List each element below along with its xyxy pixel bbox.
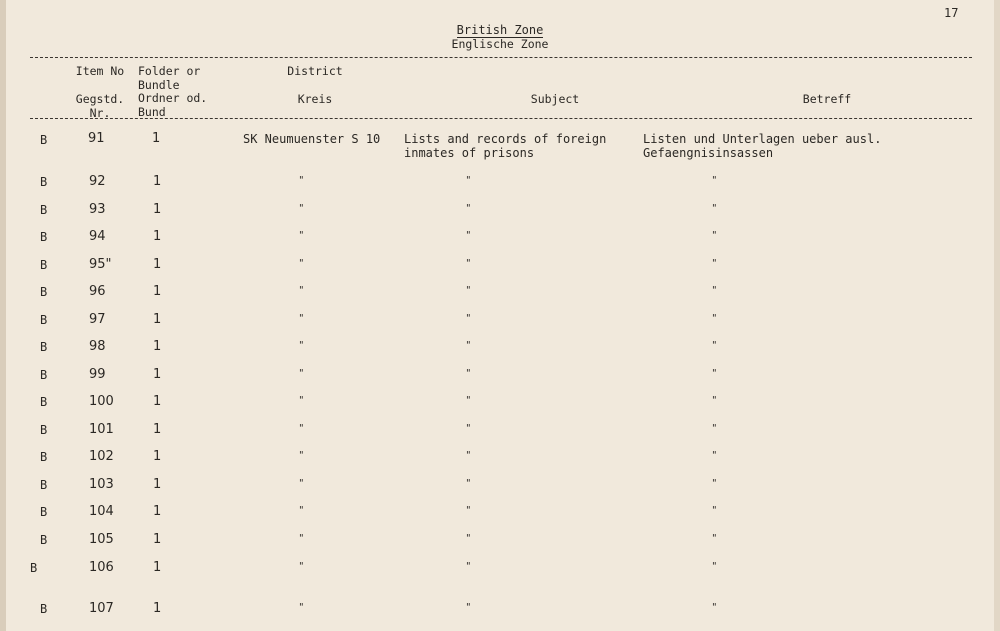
row-item-no: 99 <box>89 367 106 382</box>
row-folder: 1 <box>153 422 162 437</box>
row-district-ditto: " <box>299 175 304 186</box>
row-district-ditto: " <box>299 602 304 613</box>
row-district-ditto: " <box>299 561 304 572</box>
row-item-no: 105 <box>89 532 114 547</box>
row-subject-ditto: " <box>466 602 471 613</box>
header-item-no-de: Gegstd. Nr. <box>75 92 125 120</box>
row-district-ditto: " <box>299 313 304 324</box>
row-subject-ditto: " <box>466 423 471 434</box>
row-betreff-ditto: " <box>712 602 717 613</box>
row-91-betreff: Listen und Unterlagen ueber ausl. Gefaengnisinsassen <box>643 132 882 160</box>
header-rule-bottom <box>30 118 972 119</box>
row-subject-ditto: " <box>466 505 471 516</box>
row-betreff-ditto: " <box>712 395 717 406</box>
row-folder: 1 <box>153 532 162 547</box>
row-prefix: B <box>40 505 48 519</box>
row-district-ditto: " <box>299 533 304 544</box>
row-prefix: B <box>30 561 38 575</box>
row-prefix: B <box>40 602 48 616</box>
row-betreff-ditto: " <box>712 258 717 269</box>
row-folder: 1 <box>153 449 162 464</box>
row-subject-ditto: " <box>466 313 471 324</box>
page-title <box>0 23 1000 37</box>
row-subject-ditto: " <box>466 478 471 489</box>
row-betreff-ditto: " <box>712 423 717 434</box>
row-folder: 1 <box>153 257 162 272</box>
row-district-ditto: " <box>299 505 304 516</box>
row-district-ditto: " <box>299 450 304 461</box>
page-title-text: British Zone <box>456 23 544 37</box>
row-prefix: B <box>40 203 48 217</box>
row-district-ditto: " <box>299 258 304 269</box>
row-prefix: B <box>40 395 48 409</box>
row-subject-ditto: " <box>466 340 471 351</box>
row-91-item: 91 <box>88 131 105 146</box>
row-item-no: 92 <box>89 174 106 189</box>
row-prefix: B <box>40 285 48 299</box>
row-folder: 1 <box>153 284 162 299</box>
row-district-ditto: " <box>299 368 304 379</box>
row-91-subject: Lists and records of foreign inmates of prisons <box>404 132 607 160</box>
row-prefix: B <box>40 478 48 492</box>
row-folder: 1 <box>153 229 162 244</box>
row-subject-ditto: " <box>466 561 471 572</box>
row-folder: 1 <box>153 560 162 575</box>
row-folder: 1 <box>153 367 162 382</box>
row-betreff-ditto: " <box>712 533 717 544</box>
row-subject-ditto: " <box>466 533 471 544</box>
row-subject-ditto: " <box>466 175 471 186</box>
row-91-folder: 1 <box>152 131 161 146</box>
header-betreff: Betreff <box>802 92 852 106</box>
row-betreff-ditto: " <box>712 368 717 379</box>
row-prefix: B <box>40 258 48 272</box>
row-betreff-ditto: " <box>712 313 717 324</box>
row-91-district: SK Neumuenster S 10 <box>243 132 381 146</box>
row-prefix: B <box>40 175 48 189</box>
row-prefix: B <box>40 340 48 354</box>
row-prefix: B <box>40 423 48 437</box>
row-betreff-ditto: " <box>712 340 717 351</box>
header-district-de: Kreis <box>297 92 333 106</box>
row-item-no: 107 <box>89 601 114 616</box>
row-district-ditto: " <box>299 340 304 351</box>
row-prefix: B <box>40 230 48 244</box>
row-betreff-ditto: " <box>712 203 717 214</box>
row-district-ditto: " <box>299 478 304 489</box>
header-rule-top <box>30 57 972 58</box>
row-district-ditto: " <box>299 285 304 296</box>
row-folder: 1 <box>153 504 162 519</box>
row-subject-ditto: " <box>466 368 471 379</box>
row-item-no: 102 <box>89 449 114 464</box>
row-item-no: 106 <box>89 560 114 575</box>
row-folder: 1 <box>153 202 162 217</box>
row-folder: 1 <box>153 312 162 327</box>
page-edge-right <box>994 0 1000 631</box>
row-item-no: 93 <box>89 202 106 217</box>
row-folder: 1 <box>153 394 162 409</box>
row-91-prefix: B <box>40 133 48 147</box>
row-prefix: B <box>40 368 48 382</box>
header-folder: Folder or Bundle Ordner od. Bund <box>138 64 208 119</box>
row-item-no: 101 <box>89 422 114 437</box>
row-subject-ditto: " <box>466 230 471 241</box>
row-betreff-ditto: " <box>712 505 717 516</box>
row-item-no: 100 <box>89 394 114 409</box>
page-number: 17 <box>944 6 959 20</box>
page-subtitle: Englische Zone <box>451 37 549 51</box>
row-item-no: 94 <box>89 229 106 244</box>
row-item-no: 98 <box>89 339 106 354</box>
row-district-ditto: " <box>299 203 304 214</box>
header-subject: Subject <box>530 92 580 106</box>
row-district-ditto: " <box>299 230 304 241</box>
row-subject-ditto: " <box>466 285 471 296</box>
row-item-no: 96 <box>89 284 106 299</box>
row-item-no: 95" <box>89 257 112 272</box>
row-folder: 1 <box>153 601 162 616</box>
row-betreff-ditto: " <box>712 478 717 489</box>
row-district-ditto: " <box>299 395 304 406</box>
row-folder: 1 <box>153 339 162 354</box>
row-betreff-ditto: " <box>712 175 717 186</box>
row-betreff-ditto: " <box>712 561 717 572</box>
row-prefix: B <box>40 450 48 464</box>
row-district-ditto: " <box>299 423 304 434</box>
row-subject-ditto: " <box>466 395 471 406</box>
row-item-no: 104 <box>89 504 114 519</box>
row-subject-ditto: " <box>466 258 471 269</box>
row-betreff-ditto: " <box>712 230 717 241</box>
row-item-no: 97 <box>89 312 106 327</box>
row-subject-ditto: " <box>466 203 471 214</box>
row-folder: 1 <box>153 477 162 492</box>
row-item-no: 103 <box>89 477 114 492</box>
header-district: District <box>287 64 343 78</box>
header-item-no: Item No <box>75 64 125 78</box>
row-subject-ditto: " <box>466 450 471 461</box>
row-betreff-ditto: " <box>712 285 717 296</box>
row-folder: 1 <box>153 174 162 189</box>
row-prefix: B <box>40 533 48 547</box>
row-prefix: B <box>40 313 48 327</box>
row-betreff-ditto: " <box>712 450 717 461</box>
